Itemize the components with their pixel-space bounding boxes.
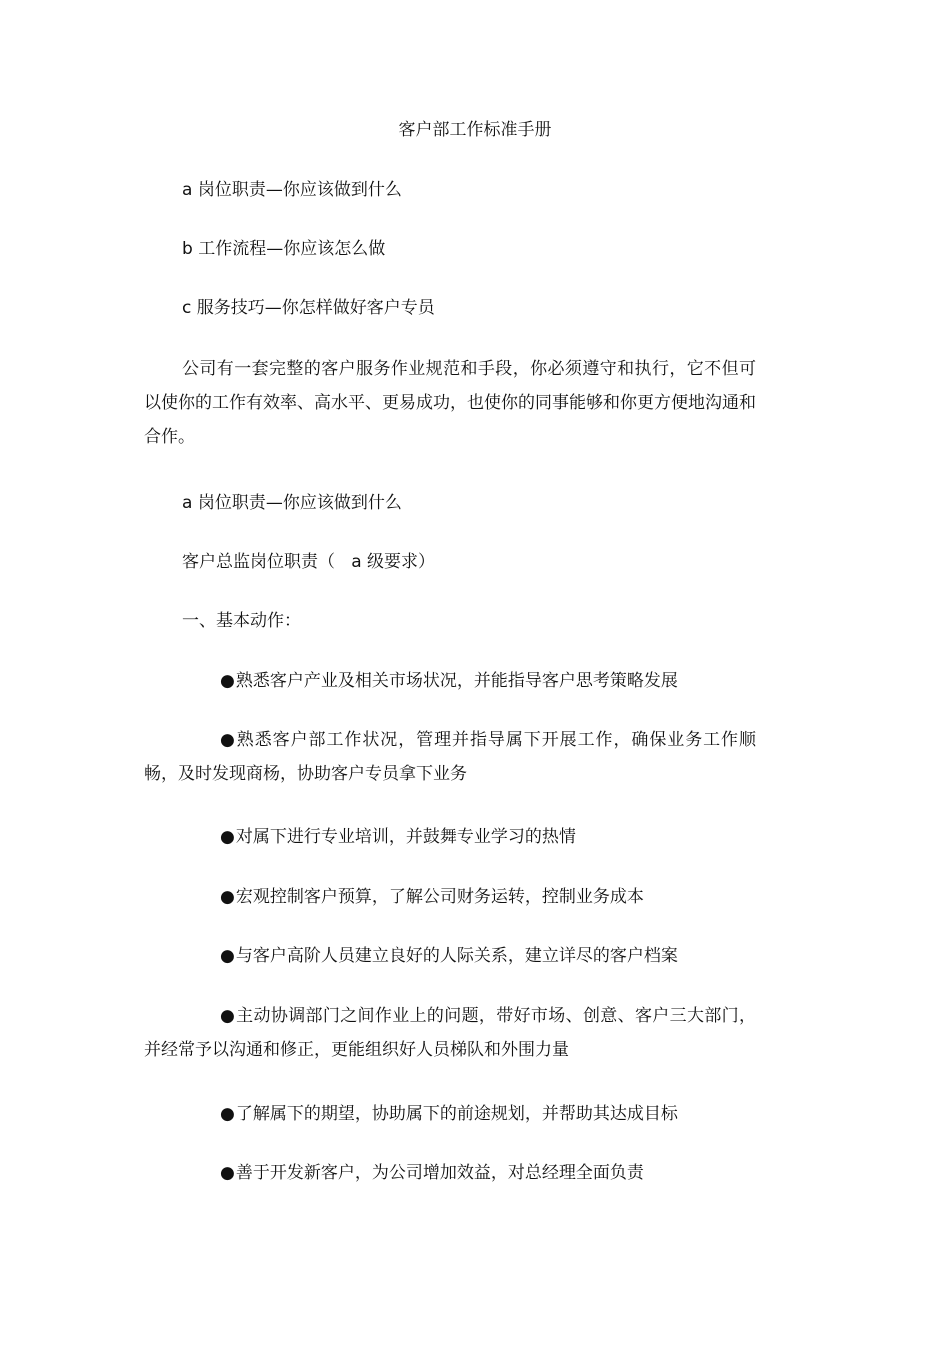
bullet-item xyxy=(144,939,756,973)
bullet-item xyxy=(144,664,756,698)
bullet-icon: ● xyxy=(220,887,235,907)
bullet-icon: ● xyxy=(220,671,235,691)
intro-paragraph: 公司有一套完整的客户服务作业规范和手段，你必须遵守和执行，它不但可以使你的工作有效率、高水平、更易成功，也使你的同事能够和你更方便地沟通和合作。 xyxy=(144,359,756,447)
bullet-item xyxy=(144,1156,756,1190)
bullet-icon: ● xyxy=(220,1163,235,1183)
bullet-icon: ● xyxy=(220,827,235,847)
toc-item-c: c 服务技巧—你怎样做好客户专员 xyxy=(182,298,435,318)
bullet-item xyxy=(144,820,756,854)
document-title: 客户部工作标准手册 xyxy=(398,120,552,140)
bullet-text: 对属下进行专业培训，并鼓舞专业学习的热情 xyxy=(235,827,576,847)
section-heading: a 岗位职责—你应该做到什么 xyxy=(182,493,402,513)
bullet-text: 主动协调部门之间作业上的问题，带好市场、创意、客户三大部门，并经常予以沟通和修正，更能组织好人员梯队和外围力量 xyxy=(144,1006,756,1060)
subsection-heading: 一、基本动作： xyxy=(182,611,301,631)
toc-item-a: a 岗位职责—你应该做到什么 xyxy=(182,180,402,200)
bullet-item xyxy=(144,1097,756,1131)
toc-item-b: b 工作流程—你应该怎么做 xyxy=(182,239,386,259)
bullet-item xyxy=(144,723,756,791)
bullet-item xyxy=(144,999,756,1067)
bullet-text: 熟悉客户部工作状况，管理并指导属下开展工作，确保业务工作顺畅，及时发现商杨，协助客户专员拿下业务 xyxy=(144,730,756,784)
bullet-text: 熟悉客户产业及相关市场状况，并能指导客户思考策略发展 xyxy=(235,671,678,691)
bullet-icon: ● xyxy=(220,730,235,750)
bullet-icon: ● xyxy=(220,1006,235,1026)
bullet-text: 宏观控制客户预算，了解公司财务运转，控制业务成本 xyxy=(235,887,644,907)
role-heading: 客户总监岗位职责（ a 级要求） xyxy=(182,552,436,572)
bullet-text: 善于开发新客户，为公司增加效益，对总经理全面负责 xyxy=(235,1163,644,1183)
bullet-text: 与客户高阶人员建立良好的人际关系，建立详尽的客户档案 xyxy=(235,946,678,966)
bullet-icon: ● xyxy=(220,946,235,966)
bullet-text: 了解属下的期望，协助属下的前途规划，并帮助其达成目标 xyxy=(235,1104,678,1124)
bullet-item xyxy=(144,880,756,914)
bullet-icon: ● xyxy=(220,1104,235,1124)
